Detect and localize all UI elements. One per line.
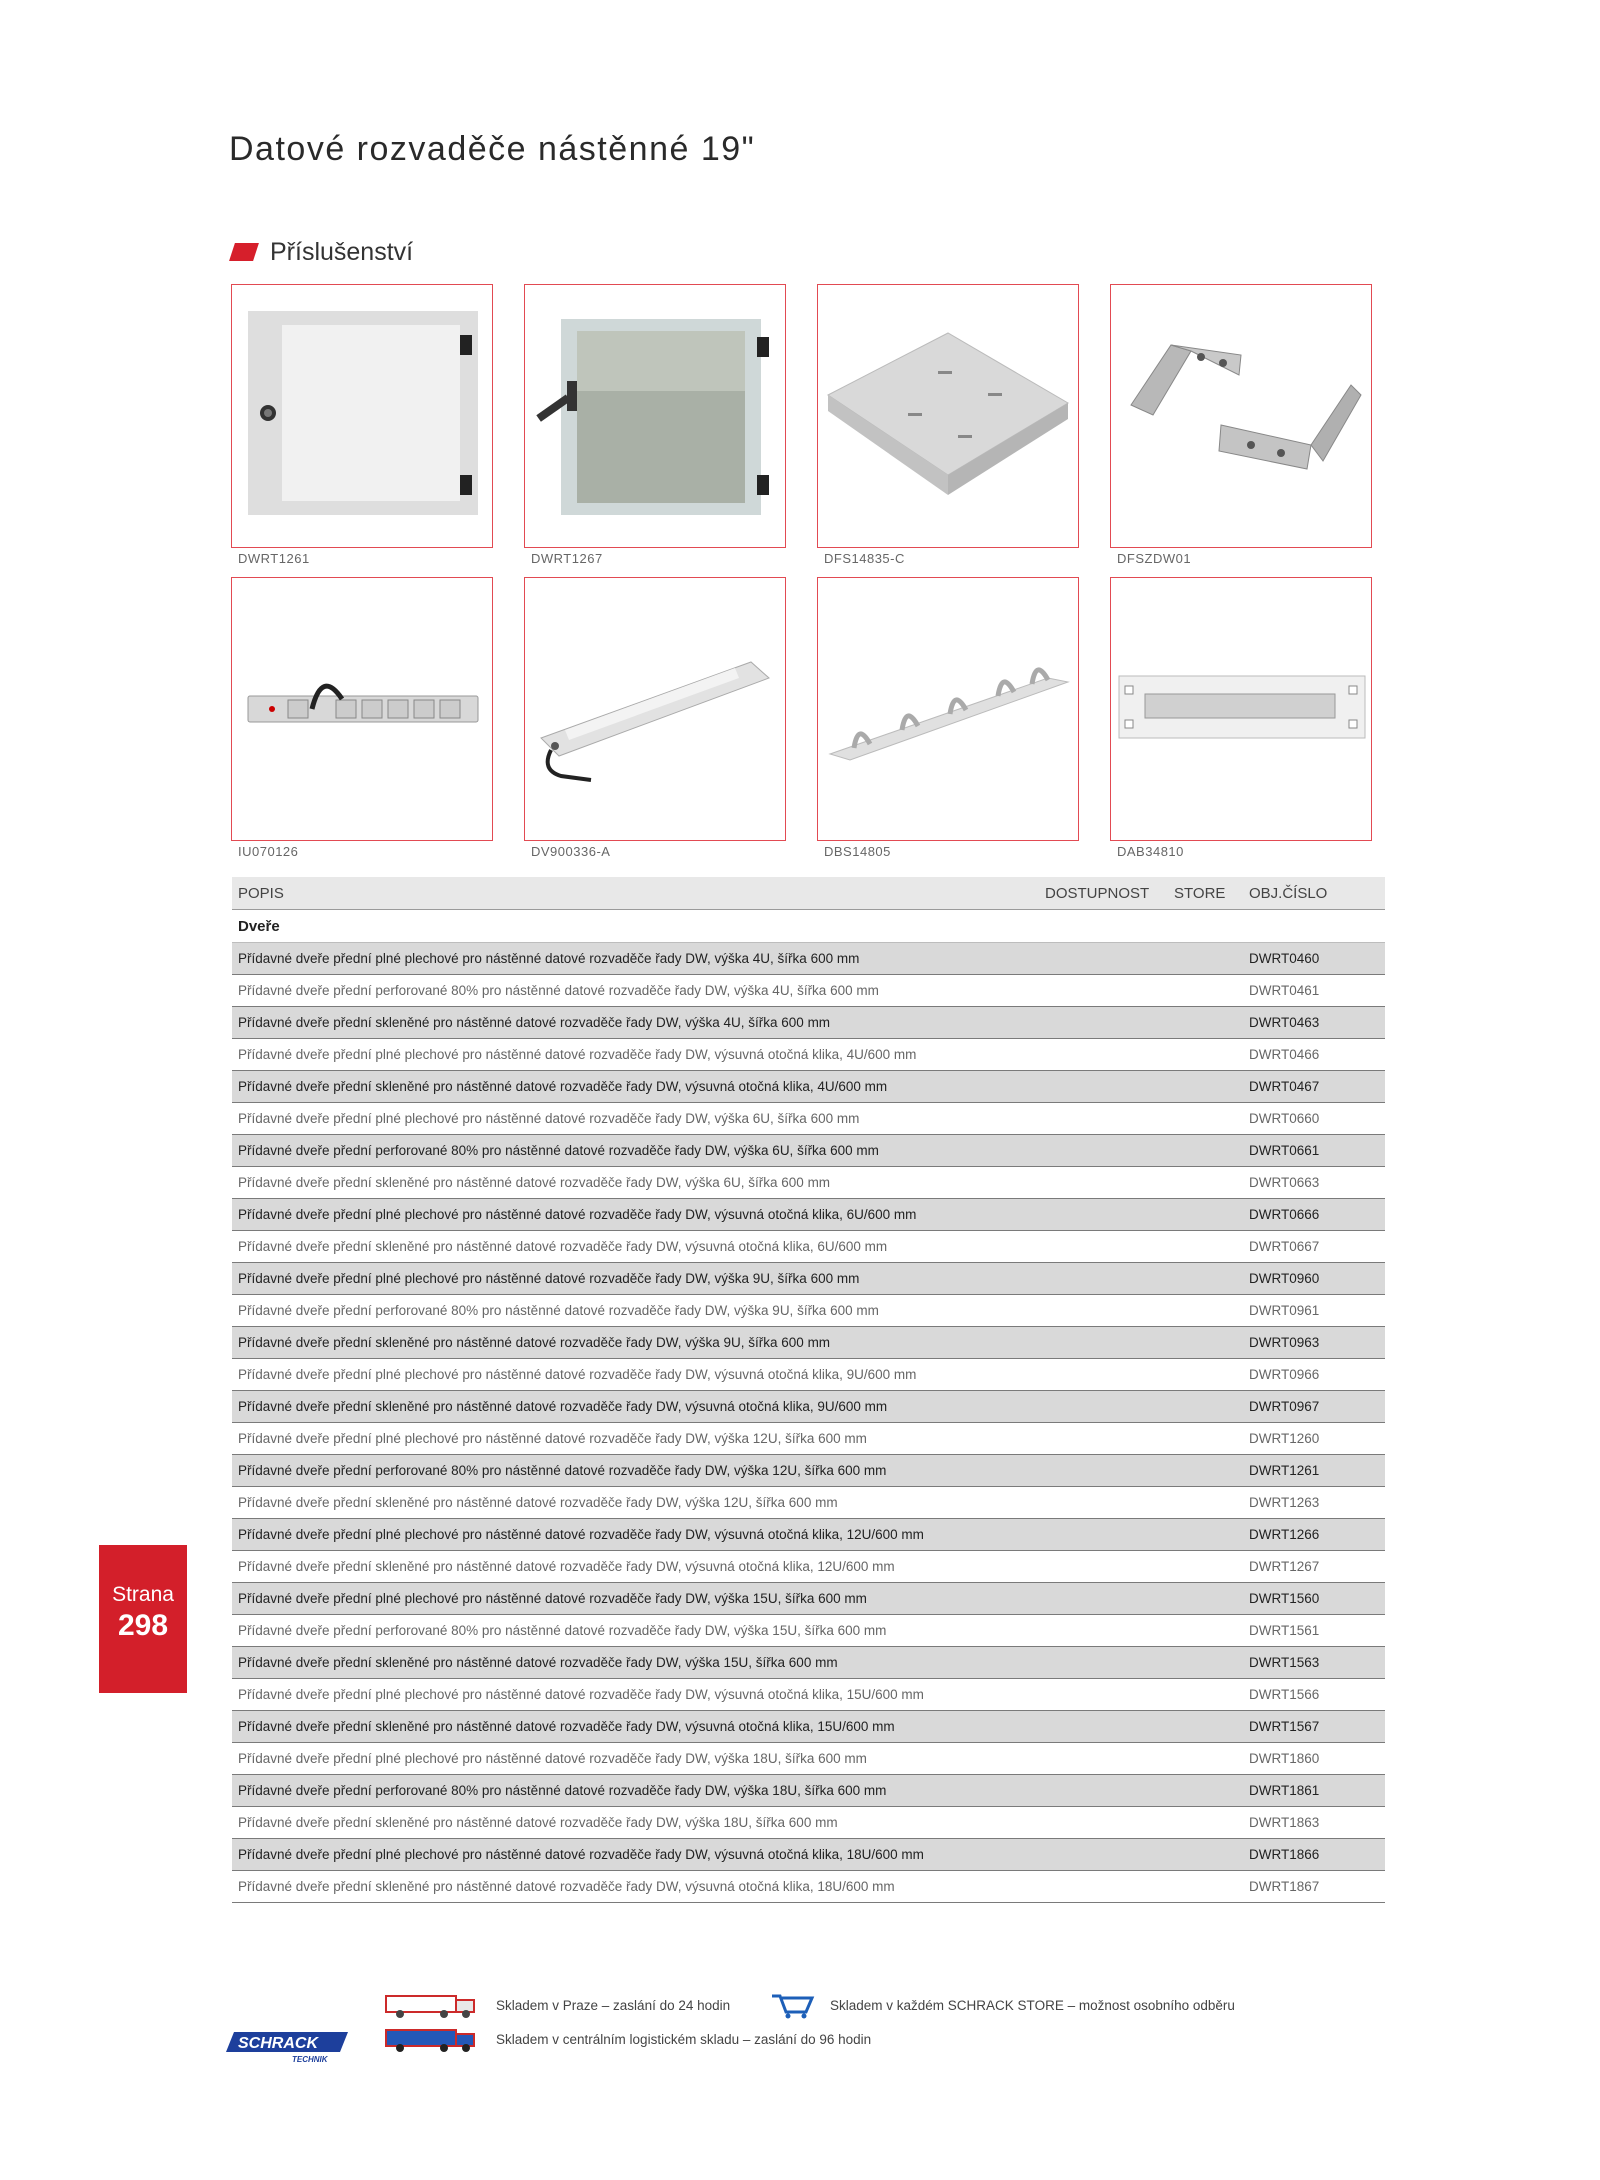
- table-row: [232, 1327, 1385, 1359]
- table-row: [232, 1071, 1385, 1103]
- table-row: [232, 1231, 1385, 1263]
- row-order-code: DWRT1867: [1249, 1879, 1320, 1894]
- table-row: [232, 1039, 1385, 1071]
- page-title: Datové rozvaděče nástěnné 19": [229, 130, 756, 168]
- product-code: DAB34810: [1117, 844, 1184, 859]
- page-number-label: Strana: [112, 1583, 174, 1606]
- product-card[interactable]: [524, 577, 786, 859]
- product-card[interactable]: [1110, 284, 1372, 566]
- row-description: Přídavné dveře přední skleněné pro nástěnné datové rozvaděče řady DW, výsuvná otočná klika, 4U/600 mm: [238, 1079, 888, 1094]
- row-description: Přídavné dveře přední plné plechové pro nástěnné datové rozvaděče řady DW, výška 18U, šířka 600 mm: [238, 1751, 867, 1766]
- row-description: Přídavné dveře přední perforované 80% pro nástěnné datové rozvaděče řady DW, výška 9U, šířka 600 mm: [238, 1303, 879, 1318]
- row-order-code: DWRT0663: [1249, 1175, 1320, 1190]
- row-order-code: DWRT0460: [1249, 951, 1320, 966]
- product-image-frame: [1110, 284, 1372, 548]
- row-order-code: DWRT0666: [1249, 1207, 1320, 1222]
- table-row: [232, 1519, 1385, 1551]
- row-order-code: DWRT1563: [1249, 1655, 1320, 1670]
- row-order-code: DWRT0466: [1249, 1047, 1320, 1062]
- product-image-frame: [817, 577, 1079, 841]
- row-order-code: DWRT0963: [1249, 1335, 1320, 1350]
- door-plain-icon: [232, 285, 492, 547]
- door-glass-icon: [525, 285, 785, 547]
- table-row: [232, 943, 1385, 975]
- row-order-code: DWRT1866: [1249, 1847, 1320, 1862]
- row-description: Přídavné dveře přední skleněné pro nástěnné datové rozvaděče řady DW, výsuvná otočná klika, 15U/600 mm: [238, 1719, 895, 1734]
- product-code: DV900336-A: [531, 844, 611, 859]
- mounting-bracket-icon: [1111, 285, 1371, 547]
- blank-panel-icon: [1111, 578, 1371, 840]
- table-row: [232, 1679, 1385, 1711]
- row-description: Přídavné dveře přední skleněné pro nástěnné datové rozvaděče řady DW, výška 4U, šířka 600 mm: [238, 1015, 831, 1030]
- row-description: Přídavné dveře přední perforované 80% pro nástěnné datové rozvaděče řady DW, výška 12U, šířka 600 mm: [238, 1463, 887, 1478]
- table-row: [232, 1743, 1385, 1775]
- product-image-frame: [231, 284, 493, 548]
- table-body: [232, 943, 1385, 1903]
- row-description: Přídavné dveře přední plné plechové pro nástěnné datové rozvaděče řady DW, výška 9U, šířka 600 mm: [238, 1271, 860, 1286]
- row-order-code: DWRT1560: [1249, 1591, 1320, 1606]
- table-row: [232, 1455, 1385, 1487]
- row-order-code: DWRT0960: [1249, 1271, 1320, 1286]
- row-order-code: DWRT1860: [1249, 1751, 1320, 1766]
- table-row: [232, 1807, 1385, 1839]
- row-description: Přídavné dveře přední plné plechové pro nástěnné datové rozvaděče řady DW, výška 12U, šířka 600 mm: [238, 1431, 867, 1446]
- table-row: [232, 1583, 1385, 1615]
- header-obj-cislo: OBJ.ČÍSLO: [1249, 885, 1328, 902]
- shelf-icon: [818, 285, 1078, 547]
- logo-text: SCHRACK: [238, 2035, 318, 2052]
- product-card[interactable]: [817, 284, 1079, 566]
- product-image-frame: [231, 577, 493, 841]
- row-description: Přídavné dveře přední plné plechové pro nástěnné datové rozvaděče řady DW, výsuvná otočná klika, 12U/600 mm: [238, 1527, 924, 1542]
- row-order-code: DWRT0660: [1249, 1111, 1320, 1126]
- row-order-code: DWRT1266: [1249, 1527, 1320, 1542]
- table-row: [232, 1167, 1385, 1199]
- row-description: Přídavné dveře přední plné plechové pro nástěnné datové rozvaděče řady DW, výsuvná otočná klika, 4U/600 mm: [238, 1047, 917, 1062]
- row-description: Přídavné dveře přední perforované 80% pro nástěnné datové rozvaděče řady DW, výška 4U, šířka 600 mm: [238, 983, 879, 998]
- product-card[interactable]: [231, 284, 493, 566]
- logo-subtext: TECHNIK: [292, 2055, 328, 2064]
- product-code: DWRT1267: [531, 551, 603, 566]
- truck-central-icon: [384, 2024, 484, 2054]
- table-row: [232, 1007, 1385, 1039]
- product-table: [232, 877, 1385, 1903]
- row-order-code: DWRT1561: [1249, 1623, 1320, 1638]
- table-row: [232, 1295, 1385, 1327]
- product-image-frame: [524, 577, 786, 841]
- row-description: Přídavné dveře přední perforované 80% pro nástěnné datové rozvaděče řady DW, výška 18U, šířka 600 mm: [238, 1783, 887, 1798]
- truck-prague-icon: [384, 1990, 484, 2020]
- row-description: Přídavné dveře přední plné plechové pro nástěnné datové rozvaděče řady DW, výsuvná otočná klika, 9U/600 mm: [238, 1367, 917, 1382]
- row-order-code: DWRT0961: [1249, 1303, 1320, 1318]
- table-row: [232, 1391, 1385, 1423]
- row-order-code: DWRT1566: [1249, 1687, 1320, 1702]
- product-code: DFSZDW01: [1117, 551, 1192, 566]
- product-code: IU070126: [238, 844, 299, 859]
- header-popis: POPIS: [238, 885, 284, 902]
- table-row: [232, 1839, 1385, 1871]
- row-order-code: DWRT0966: [1249, 1367, 1320, 1382]
- table-row: [232, 1551, 1385, 1583]
- legend-prague: Skladem v Praze – zaslání do 24 hodin: [496, 1998, 731, 2013]
- table-row: [232, 1199, 1385, 1231]
- table-row: [232, 1647, 1385, 1679]
- table-header: [232, 877, 1385, 910]
- row-order-code: DWRT0967: [1249, 1399, 1320, 1414]
- table-row: [232, 1775, 1385, 1807]
- row-description: Přídavné dveře přední plné plechové pro nástěnné datové rozvaděče řady DW, výsuvná otočná klika, 15U/600 mm: [238, 1687, 924, 1702]
- row-order-code: DWRT0461: [1249, 983, 1320, 998]
- row-description: Přídavné dveře přední plné plechové pro nástěnné datové rozvaděče řady DW, výška 15U, šířka 600 mm: [238, 1591, 867, 1606]
- cable-ring-panel-icon: [818, 578, 1078, 840]
- row-order-code: DWRT0463: [1249, 1015, 1320, 1030]
- table-row: [232, 1263, 1385, 1295]
- row-description: Přídavné dveře přední skleněné pro nástěnné datové rozvaděče řady DW, výška 9U, šířka 600 mm: [238, 1335, 831, 1350]
- row-order-code: DWRT1263: [1249, 1495, 1320, 1510]
- section-marker: [229, 243, 259, 261]
- row-order-code: DWRT1567: [1249, 1719, 1320, 1734]
- row-description: Přídavné dveře přední skleněné pro nástěnné datové rozvaděče řady DW, výška 15U, šířka 600 mm: [238, 1655, 838, 1670]
- table-row: [232, 1487, 1385, 1519]
- section-heading: [232, 236, 413, 268]
- table-row: [232, 1871, 1385, 1903]
- row-description: Přídavné dveře přední plné plechové pro nástěnné datové rozvaděče řady DW, výška 4U, šířka 600 mm: [238, 951, 860, 966]
- table-row: [232, 1359, 1385, 1391]
- shopping-cart-icon: [770, 1992, 816, 2020]
- row-description: Přídavné dveře přední plné plechové pro nástěnné datové rozvaděče řady DW, výsuvná otočná klika, 18U/600 mm: [238, 1847, 924, 1862]
- row-description: Přídavné dveře přední perforované 80% pro nástěnné datové rozvaděče řady DW, výška 15U, šířka 600 mm: [238, 1623, 887, 1638]
- row-order-code: DWRT1861: [1249, 1783, 1320, 1798]
- product-code: DBS14805: [824, 844, 891, 859]
- table-row: [232, 1135, 1385, 1167]
- row-order-code: DWRT0667: [1249, 1239, 1320, 1254]
- schrack-logo: [226, 2030, 350, 2064]
- row-description: Přídavné dveře přední skleněné pro nástěnné datové rozvaděče řady DW, výška 12U, šířka 600 mm: [238, 1495, 838, 1510]
- power-strip-icon: [232, 578, 492, 840]
- header-dostupnost: DOSTUPNOST: [1045, 885, 1150, 902]
- table-group-heading: [232, 910, 1385, 943]
- table-row: [232, 975, 1385, 1007]
- row-description: Přídavné dveře přední skleněné pro nástěnné datové rozvaděče řady DW, výsuvná otočná klika, 12U/600 mm: [238, 1559, 895, 1574]
- row-order-code: DWRT0467: [1249, 1079, 1320, 1094]
- product-code: DWRT1261: [238, 551, 310, 566]
- row-description: Přídavné dveře přední skleněné pro nástěnné datové rozvaděče řady DW, výsuvná otočná klika, 9U/600 mm: [238, 1399, 888, 1414]
- table-row: [232, 1103, 1385, 1135]
- row-description: Přídavné dveře přední plné plechové pro nástěnné datové rozvaděče řady DW, výsuvná otočná klika, 6U/600 mm: [238, 1207, 917, 1222]
- table-row: [232, 1423, 1385, 1455]
- product-card[interactable]: [524, 284, 786, 566]
- row-description: Přídavné dveře přední skleněné pro nástěnné datové rozvaděče řady DW, výsuvná otočná klika, 6U/600 mm: [238, 1239, 888, 1254]
- row-description: Přídavné dveře přední plné plechové pro nástěnné datové rozvaděče řady DW, výška 6U, šířka 600 mm: [238, 1111, 860, 1126]
- product-card[interactable]: [817, 577, 1079, 859]
- legend-central: Skladem v centrálním logistickém skladu – zaslání do 96 hodin: [496, 2032, 872, 2047]
- product-code: DFS14835-C: [824, 551, 905, 566]
- row-description: Přídavné dveře přední skleněné pro nástěnné datové rozvaděče řady DW, výška 18U, šířka 600 mm: [238, 1815, 838, 1830]
- lamp-icon: [525, 578, 785, 840]
- header-store: STORE: [1174, 885, 1226, 902]
- row-order-code: DWRT1863: [1249, 1815, 1320, 1830]
- page-number: 298: [117, 1609, 169, 1642]
- product-card[interactable]: [1110, 577, 1372, 859]
- group-label: Dveře: [238, 918, 280, 935]
- page-number-tab: [99, 1545, 187, 1693]
- table-row: [232, 1711, 1385, 1743]
- product-card[interactable]: [231, 577, 493, 859]
- row-description: Přídavné dveře přední skleněné pro nástěnné datové rozvaděče řady DW, výška 6U, šířka 600 mm: [238, 1175, 831, 1190]
- row-description: Přídavné dveře přední skleněné pro nástěnné datové rozvaděče řady DW, výsuvná otočná klika, 18U/600 mm: [238, 1879, 895, 1894]
- product-image-frame: [1110, 577, 1372, 841]
- section-label: Příslušenství: [270, 237, 414, 266]
- legend-store: Skladem v každém SCHRACK STORE – možnost osobního odběru: [830, 1998, 1235, 2013]
- row-description: Přídavné dveře přední perforované 80% pro nástěnné datové rozvaděče řady DW, výška 6U, šířka 600 mm: [238, 1143, 879, 1158]
- row-order-code: DWRT1267: [1249, 1559, 1320, 1574]
- product-image-frame: [524, 284, 786, 548]
- footer-legend: [0, 1990, 1600, 2070]
- table-row: [232, 1615, 1385, 1647]
- row-order-code: DWRT1260: [1249, 1431, 1320, 1446]
- row-order-code: DWRT1261: [1249, 1463, 1320, 1478]
- row-order-code: DWRT0661: [1249, 1143, 1320, 1158]
- product-image-frame: [817, 284, 1079, 548]
